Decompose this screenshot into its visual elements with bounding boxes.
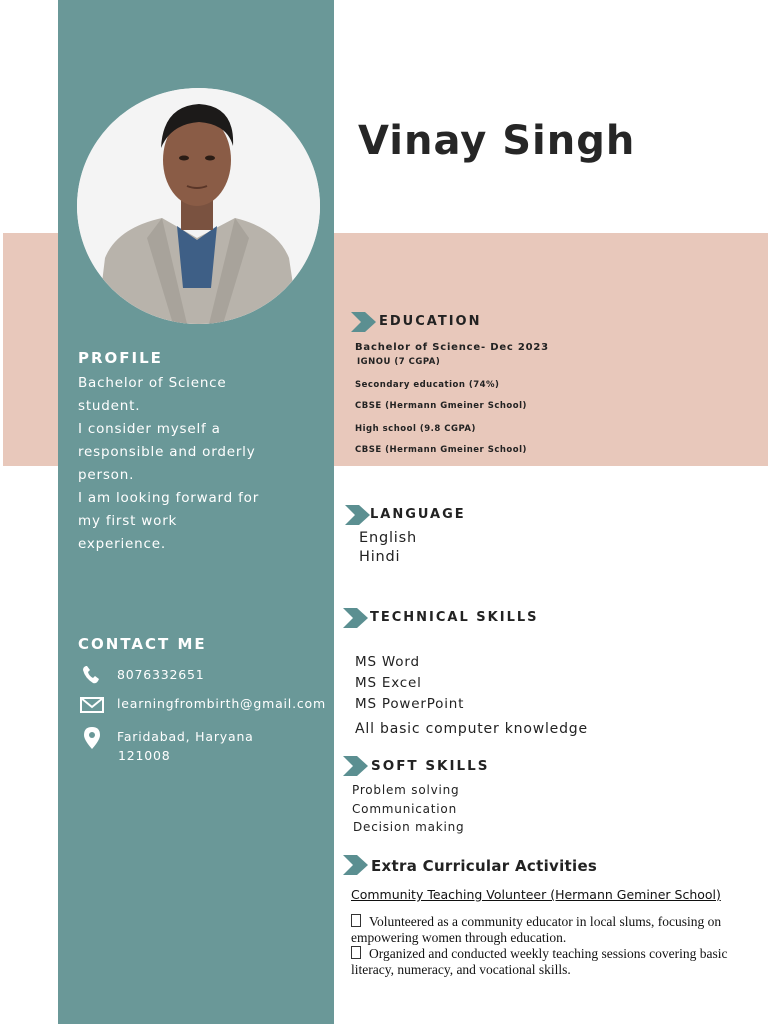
profile-line: I am looking forward for <box>78 490 260 506</box>
technical-skill-item: MS Word <box>355 654 420 670</box>
soft-skill-item: Decision making <box>353 820 465 834</box>
education-degree: Bachelor of Science- Dec 2023 <box>355 342 549 353</box>
education-heading: EDUCATION <box>379 314 482 329</box>
profile-photo <box>77 88 320 324</box>
chevron-arrow-icon <box>343 755 371 777</box>
education-high-school-board: CBSE (Hermann Gmeiner School) <box>355 445 527 455</box>
chevron-arrow-icon <box>343 607 371 629</box>
activity-bullet-text: Volunteered as a community educator in local slums, focusing on empowering women through education. <box>351 914 722 945</box>
bullet-marker-icon <box>351 914 361 927</box>
activity-bullet <box>351 946 756 978</box>
profile-line: responsible and orderly <box>78 444 256 460</box>
soft-skill-item: Problem solving <box>352 783 460 797</box>
profile-line: person. <box>78 467 135 483</box>
technical-skill-item: MS PowerPoint <box>355 696 465 712</box>
activity-bullet-text: Organized and conducted weekly teaching sessions covering basic literacy, numeracy, and vocational skills. <box>351 946 728 977</box>
soft-skills-heading: SOFT SKILLS <box>371 758 490 774</box>
profile-heading: PROFILE <box>78 349 163 367</box>
phone-number: 8076332651 <box>117 667 205 682</box>
envelope-icon <box>80 694 104 716</box>
technical-skill-summary: All basic computer knowledge <box>355 721 588 737</box>
activity-title: Community Teaching Volunteer (Hermann Geminer School) <box>351 887 721 902</box>
profile-line: Bachelor of Science <box>78 375 227 391</box>
language-heading: LANGUAGE <box>370 507 466 522</box>
profile-summary <box>78 372 318 556</box>
extra-curricular-heading: Extra Curricular Activities <box>371 857 598 875</box>
candidate-name: Vinay Singh <box>358 118 636 164</box>
language-item: English <box>359 530 417 546</box>
language-item: Hindi <box>359 549 401 565</box>
chevron-arrow-icon <box>345 504 373 526</box>
activity-description <box>351 914 756 978</box>
bullet-marker-icon <box>351 946 361 959</box>
education-high-school: High school (9.8 CGPA) <box>355 424 476 434</box>
soft-skill-item: Communication <box>352 802 457 816</box>
profile-photo-illustration <box>77 88 320 324</box>
chevron-arrow-icon <box>351 311 379 333</box>
technical-skill-item: MS Excel <box>355 675 422 691</box>
profile-line: my first work <box>78 513 178 529</box>
profile-line: student. <box>78 398 141 414</box>
email-address: learningfrombirth@gmail.com <box>117 696 326 711</box>
education-degree-institute: IGNOU (7 CGPA) <box>357 357 441 367</box>
education-secondary-school: CBSE (Hermann Gmeiner School) <box>355 401 527 411</box>
contact-heading: CONTACT ME <box>78 635 207 653</box>
profile-line: experience. <box>78 536 166 552</box>
profile-line: I consider myself a <box>78 421 221 437</box>
phone-icon <box>80 664 104 686</box>
address-line-2: 121008 <box>118 748 171 763</box>
address-line-1: Faridabad, Haryana <box>117 729 254 744</box>
education-secondary: Secondary education (74%) <box>355 380 500 390</box>
technical-skills-heading: TECHNICAL SKILLS <box>370 610 539 625</box>
chevron-arrow-icon <box>343 854 371 876</box>
activity-bullet <box>351 914 756 946</box>
location-pin-icon <box>80 726 104 750</box>
